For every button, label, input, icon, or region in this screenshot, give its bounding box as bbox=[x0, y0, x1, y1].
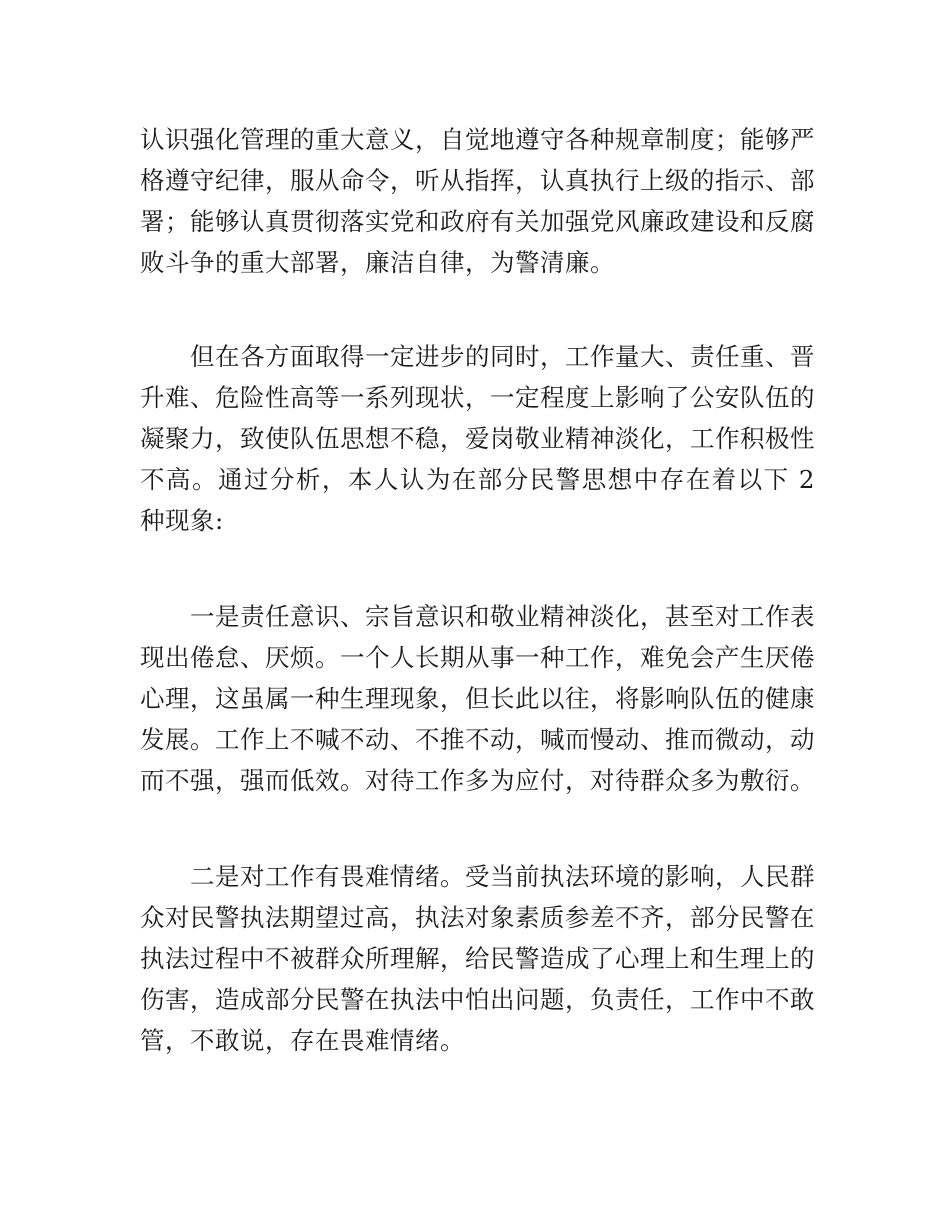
paragraph-problems-intro: 但在各方面取得一定进步的同时，工作量大、责任重、晋升难、危险性高等一系列现状，一定程度上影响了公安队伍的凝聚力，致使队伍思想不稳，爱岗敬业精神淡化，工作积极性不高。通过分析，本人认为在部分民警思想中存在着以下 2 种现象: bbox=[140, 342, 815, 535]
paragraph-phenomenon-one: 一是责任意识、宗旨意识和敬业精神淡化，甚至对工作表现出倦怠、厌烦。一个人长期从事一种工作，难免会产生厌倦心理，这虽属一种生理现象，但长此以往，将影响队伍的健康发展。工作上不喊不动、不推不动，喊而慢动、推而微动，动而不强，强而低效。对待工作多为应付，对待群众多为敷衍。 bbox=[140, 602, 815, 795]
paragraph-discipline: 认识强化管理的重大意义，自觉地遵守各种规章制度；能够严格遵守纪律，服从命令，听从指挥，认真执行上级的指示、部署；能够认真贯彻落实党和政府有关加强党风廉政建设和反腐败斗争的重大部署，廉洁自律，为警清廉。 bbox=[140, 125, 815, 277]
paragraph-phenomenon-two: 二是对工作有畏难情绪。受当前执法环境的影响，人民群众对民警执法期望过高，执法对象素质参差不齐，部分民警在执法过程中不被群众所理解，给民警造成了心理上和生理上的伤害，造成部分民警在执法中怕出问题，负责任，工作中不敢管，不敢说，存在畏难情绪。 bbox=[140, 862, 815, 1055]
